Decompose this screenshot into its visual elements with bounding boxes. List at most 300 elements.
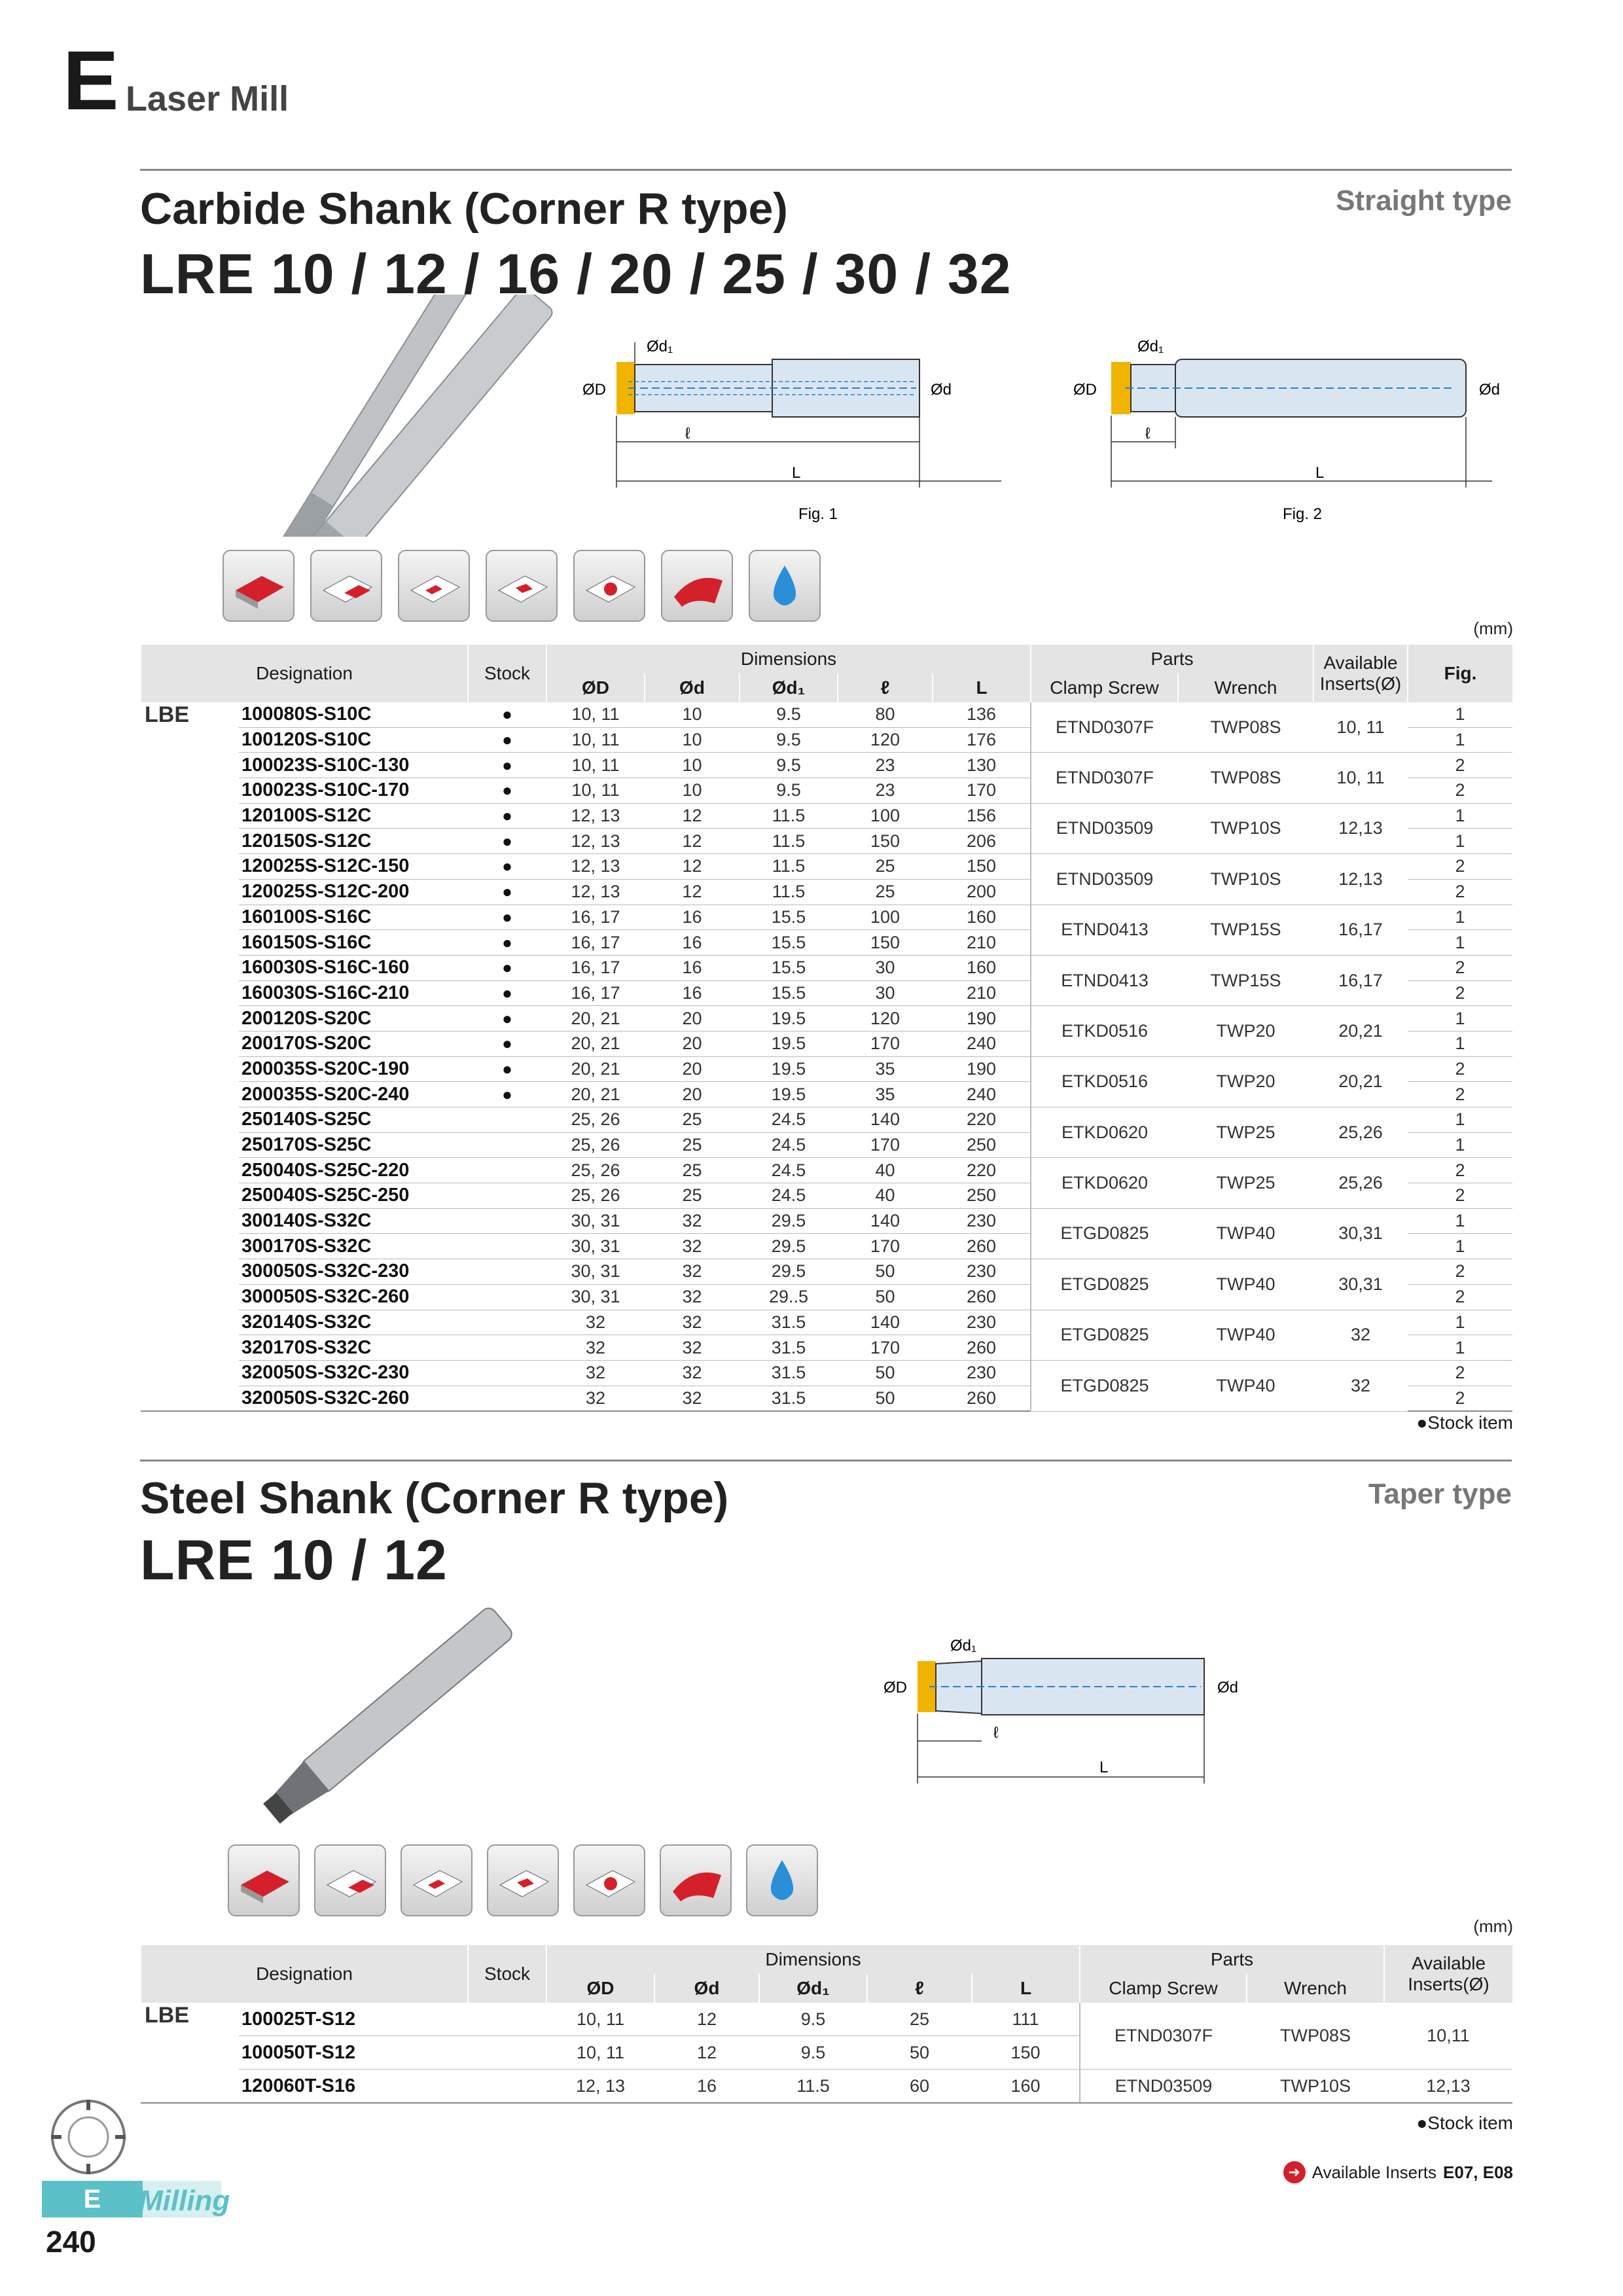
cell-designation: 320170S-S32C	[239, 1335, 468, 1361]
header-divider	[140, 169, 1512, 171]
series-label: LBE	[141, 2003, 239, 2103]
cell-d1: 31.5	[740, 1335, 838, 1361]
cell-stock: ●	[468, 854, 546, 880]
cell-d: 10	[645, 753, 740, 778]
series-label: LBE	[141, 702, 239, 1411]
cell-l: 80	[838, 702, 933, 727]
section2-unit: (mm)	[1473, 1916, 1513, 1936]
fig3-l-label: ℓ	[993, 1724, 999, 1742]
cell-D: 10, 11	[546, 2003, 654, 2036]
cell-stock: ●	[468, 980, 546, 1006]
cell-d1: 29.5	[740, 1259, 838, 1285]
fig1-L-label: L	[792, 464, 801, 482]
cell-d1: 9.5	[759, 2003, 867, 2036]
cell-D: 16, 17	[546, 930, 645, 956]
cell-stock	[468, 2036, 546, 2070]
section-tab-label: Milling	[139, 2185, 230, 2217]
cell-d: 12	[654, 2036, 759, 2070]
cell-wrench: TWP10S	[1178, 803, 1313, 853]
t2-col-d: Ød	[654, 1974, 759, 2003]
pocketing-icon	[486, 550, 558, 622]
cell-stock: ●	[468, 727, 546, 753]
col-fig: Fig.	[1408, 645, 1512, 702]
cell-inserts: 32	[1313, 1310, 1408, 1360]
fig2-diagram	[1060, 331, 1544, 527]
section1-title: Carbide Shank (Corner R type)	[140, 184, 788, 234]
cell-d: 32	[645, 1386, 740, 1411]
taper-shank-diagram	[877, 1630, 1348, 1800]
cell-designation: 160030S-S16C-210	[239, 980, 468, 1006]
cell-d1: 9.5	[740, 702, 838, 727]
table-row	[141, 1208, 1512, 1234]
carbide-shank-table	[140, 645, 1512, 1412]
cell-l: 170	[838, 1335, 933, 1361]
t2-col-l: ℓ	[867, 1974, 972, 2003]
cell-d: 20	[645, 1031, 740, 1056]
cell-d1: 11.5	[759, 2070, 867, 2104]
cell-l: 40	[838, 1158, 933, 1183]
cell-inserts: 12,13	[1384, 2070, 1512, 2104]
section-divider	[140, 1460, 1512, 1462]
cell-D: 32	[546, 1335, 645, 1361]
fig1-d-label: Ød	[931, 381, 952, 399]
cell-inserts: 16,17	[1313, 955, 1408, 1005]
cell-stock: ●	[468, 1006, 546, 1031]
cell-stock: ●	[468, 955, 546, 980]
t2-col-available-inserts: Available Inserts(Ø)	[1384, 1945, 1512, 2003]
cell-L: 260	[933, 1335, 1031, 1361]
cell-wrench: TWP10S	[1178, 854, 1313, 905]
cell-d: 32	[645, 1234, 740, 1259]
t2-col-stock: Stock	[468, 1945, 546, 2003]
table-row	[141, 905, 1512, 930]
table-row	[141, 1006, 1512, 1031]
cell-stock	[468, 1259, 546, 1285]
cell-D: 25, 26	[546, 1132, 645, 1158]
cell-fig: 1	[1408, 727, 1512, 753]
cell-wrench: TWP40	[1178, 1208, 1313, 1259]
cell-wrench: TWP15S	[1178, 955, 1313, 1005]
steel-shank-table	[140, 1945, 1512, 2104]
cell-L: 150	[972, 2036, 1080, 2070]
available-inserts-ref[interactable]	[1283, 2161, 1513, 2183]
cell-l: 150	[838, 930, 933, 956]
fig1-l-label: ℓ	[685, 425, 690, 442]
cell-designation: 120150S-S12C	[239, 829, 468, 854]
table-row	[141, 2070, 1512, 2104]
cell-D: 30, 31	[546, 1208, 645, 1234]
cell-stock	[468, 1132, 546, 1158]
cell-d1: 24.5	[740, 1158, 838, 1183]
cell-d1: 15.5	[740, 930, 838, 956]
cell-stock	[468, 1234, 546, 1259]
col-wrench: Wrench	[1178, 673, 1313, 702]
cell-d: 20	[645, 1082, 740, 1107]
cell-L: 240	[933, 1031, 1031, 1056]
cell-clamp-screw: ETGD0825	[1031, 1310, 1178, 1360]
col-L: L	[933, 673, 1031, 702]
cell-wrench: TWP40	[1178, 1360, 1313, 1411]
cell-stock: ●	[468, 879, 546, 905]
fig1-diagram	[569, 331, 1054, 527]
cell-l: 120	[838, 1006, 933, 1031]
cell-l: 100	[838, 803, 933, 829]
cell-stock	[468, 1335, 546, 1361]
cell-stock	[468, 1208, 546, 1234]
cell-stock: ●	[468, 753, 546, 778]
table-row	[141, 1158, 1512, 1183]
cell-fig: 2	[1408, 1259, 1512, 1285]
table-row	[141, 2003, 1512, 2036]
cell-clamp-screw: ETKD0516	[1031, 1056, 1178, 1107]
cell-d1: 15.5	[740, 955, 838, 980]
cell-l: 150	[838, 829, 933, 854]
cell-designation: 250040S-S25C-250	[239, 1183, 468, 1209]
cell-d1: 29.5	[740, 1234, 838, 1259]
cell-clamp-screw: ETGD0825	[1031, 1259, 1178, 1310]
cell-d: 16	[654, 2070, 759, 2104]
section-letter: E	[63, 34, 119, 128]
table-row	[141, 854, 1512, 880]
fig2-label: Fig. 2	[1283, 505, 1323, 523]
cell-inserts: 10, 11	[1313, 702, 1408, 753]
t2-col-wrench: Wrench	[1247, 1974, 1384, 2003]
cell-l: 35	[838, 1082, 933, 1107]
cell-wrench: TWP10S	[1247, 2070, 1384, 2104]
cell-clamp-screw: ETGD0825	[1031, 1360, 1178, 1411]
cell-D: 10, 11	[546, 753, 645, 778]
cell-d1: 31.5	[740, 1310, 838, 1335]
cell-d: 32	[645, 1335, 740, 1361]
cell-D: 10, 11	[546, 778, 645, 804]
fig1-D-label: ØD	[582, 381, 606, 399]
cell-fig: 2	[1408, 753, 1512, 778]
cell-stock	[468, 1284, 546, 1310]
cell-designation: 250040S-S25C-220	[239, 1158, 468, 1183]
cell-inserts: 25,26	[1313, 1107, 1408, 1158]
cell-designation: 200035S-S20C-240	[239, 1082, 468, 1107]
cell-l: 170	[838, 1132, 933, 1158]
cell-D: 12, 13	[546, 2070, 654, 2104]
cell-l: 23	[838, 753, 933, 778]
cell-inserts: 12,13	[1313, 854, 1408, 905]
available-inserts-label: Available Inserts	[1311, 2162, 1437, 2182]
table-row	[141, 753, 1512, 778]
cell-L: 230	[933, 1208, 1031, 1234]
cell-wrench: TWP40	[1178, 1310, 1313, 1360]
cell-d: 12	[645, 829, 740, 854]
cell-d: 25	[645, 1132, 740, 1158]
cell-clamp-screw: ETND0307F	[1031, 753, 1178, 803]
cell-D: 16, 17	[546, 980, 645, 1006]
cell-d1: 29.5	[740, 1208, 838, 1234]
cell-clamp-screw: ETND0307F	[1031, 702, 1178, 753]
fig2-D-label: ØD	[1073, 381, 1097, 399]
cell-D: 16, 17	[546, 955, 645, 980]
section2-type-label: Taper type	[1368, 1478, 1512, 1510]
table-row	[141, 1360, 1512, 1386]
cell-designation: 320140S-S32C	[239, 1310, 468, 1335]
cell-L: 240	[933, 1082, 1031, 1107]
cell-designation: 100025T-S12	[239, 2003, 468, 2036]
cell-inserts: 20,21	[1313, 1006, 1408, 1056]
cell-l: 100	[838, 905, 933, 930]
table-row	[141, 1056, 1512, 1082]
cell-d1: 9.5	[740, 727, 838, 753]
cell-D: 12, 13	[546, 829, 645, 854]
cell-stock: ●	[468, 905, 546, 930]
cell-D: 20, 21	[546, 1056, 645, 1082]
cell-D: 12, 13	[546, 803, 645, 829]
cell-l: 23	[838, 778, 933, 804]
coolant-icon-2	[746, 1844, 818, 1916]
cell-D: 25, 26	[546, 1158, 645, 1183]
cell-inserts: 10, 11	[1313, 753, 1408, 803]
cell-inserts: 10,11	[1384, 2003, 1512, 2070]
cell-designation: 300050S-S32C-260	[239, 1284, 468, 1310]
cell-D: 32	[546, 1360, 645, 1386]
t2-col-designation: Designation	[141, 1945, 468, 2003]
cell-clamp-screw: ETGD0825	[1031, 1208, 1178, 1259]
cell-l: 140	[838, 1107, 933, 1133]
table-row	[141, 702, 1512, 727]
cell-designation: 100120S-S10C	[239, 727, 468, 753]
cell-L: 136	[933, 702, 1031, 727]
cell-l: 25	[838, 879, 933, 905]
cell-clamp-screw: ETKD0620	[1031, 1107, 1178, 1158]
cell-L: 210	[933, 980, 1031, 1006]
t2-col-clamp-screw: Clamp Screw	[1080, 1974, 1247, 2003]
cell-stock: ●	[468, 1082, 546, 1107]
face-milling-icon-2	[228, 1844, 300, 1916]
cutter-logo-icon	[46, 2094, 131, 2179]
t2-col-d1: Ød₁	[759, 1974, 867, 2003]
cell-d: 16	[645, 955, 740, 980]
fig1-label: Fig. 1	[798, 505, 838, 523]
cell-L: 176	[933, 727, 1031, 753]
cell-d1: 11.5	[740, 854, 838, 880]
col-l: ℓ	[838, 673, 933, 702]
cell-L: 220	[933, 1158, 1031, 1183]
cell-L: 250	[933, 1132, 1031, 1158]
cell-fig: 1	[1408, 803, 1512, 829]
cell-d1: 19.5	[740, 1031, 838, 1056]
cell-stock	[468, 2003, 546, 2036]
cell-wrench: TWP25	[1178, 1107, 1313, 1158]
cell-d1: 19.5	[740, 1082, 838, 1107]
cell-fig: 1	[1408, 1335, 1512, 1361]
slotting-icon-2	[401, 1844, 473, 1916]
cell-inserts: 32	[1313, 1360, 1408, 1411]
section1-stock-note: ●Stock item	[1416, 1412, 1513, 1433]
cell-D: 32	[546, 1386, 645, 1411]
cell-clamp-screw: ETND03509	[1031, 803, 1178, 853]
cell-d1: 19.5	[740, 1056, 838, 1082]
cell-fig: 2	[1408, 1284, 1512, 1310]
section-tab: E	[42, 2181, 143, 2217]
t2-col-dimensions: Dimensions	[546, 1945, 1080, 1974]
cell-fig: 1	[1408, 1208, 1512, 1234]
fig3-d1-label: Ød₁	[950, 1637, 977, 1655]
cell-l: 35	[838, 1056, 933, 1082]
steel-shank-photo	[236, 1597, 543, 1833]
cell-wrench: TWP08S	[1178, 702, 1313, 753]
cell-clamp-screw: ETND0413	[1031, 955, 1178, 1005]
cell-l: 50	[867, 2036, 972, 2070]
col-available-inserts: Available Inserts(Ø)	[1313, 645, 1408, 702]
cell-fig: 2	[1408, 778, 1512, 804]
cell-designation: 320050S-S32C-260	[239, 1386, 468, 1411]
section2-title: Steel Shank (Corner R type)	[140, 1473, 729, 1523]
plunging-icon	[573, 550, 645, 622]
cell-L: 230	[933, 1360, 1031, 1386]
cell-L: 160	[933, 905, 1031, 930]
cell-d: 16	[645, 980, 740, 1006]
cell-l: 120	[838, 727, 933, 753]
cell-d1: 11.5	[740, 879, 838, 905]
cell-designation: 120025S-S12C-150	[239, 854, 468, 880]
cell-L: 111	[972, 2003, 1080, 2036]
cell-designation: 120025S-S12C-200	[239, 879, 468, 905]
cell-L: 260	[933, 1234, 1031, 1259]
col-d: Ød	[645, 673, 740, 702]
contouring-icon-2	[660, 1844, 732, 1916]
cell-d1: 9.5	[740, 778, 838, 804]
cell-L: 130	[933, 753, 1031, 778]
cell-l: 140	[838, 1310, 933, 1335]
fig3-D-label: ØD	[883, 1679, 907, 1696]
carbide-shank-photo	[190, 295, 569, 537]
cell-fig: 1	[1408, 1310, 1512, 1335]
cell-d: 32	[645, 1310, 740, 1335]
cell-designation: 120100S-S12C	[239, 803, 468, 829]
cell-fig: 1	[1408, 1107, 1512, 1133]
cell-fig: 1	[1408, 930, 1512, 956]
cell-d1: 24.5	[740, 1183, 838, 1209]
cell-l: 50	[838, 1259, 933, 1285]
cell-designation: 200035S-S20C-190	[239, 1056, 468, 1082]
cell-designation: 300050S-S32C-230	[239, 1259, 468, 1285]
cell-L: 230	[933, 1310, 1031, 1335]
cell-clamp-screw: ETKD0516	[1031, 1006, 1178, 1056]
coolant-icon	[749, 550, 821, 622]
cell-stock: ●	[468, 1056, 546, 1082]
cell-L: 210	[933, 930, 1031, 956]
cell-designation: 100023S-S10C-170	[239, 778, 468, 804]
cell-designation: 250140S-S25C	[239, 1107, 468, 1133]
cell-designation: 100080S-S10C	[239, 702, 468, 727]
cell-fig: 1	[1408, 829, 1512, 854]
cell-d: 32	[645, 1208, 740, 1234]
pocketing-icon-2	[487, 1844, 559, 1916]
cell-d: 12	[654, 2003, 759, 2036]
col-D: ØD	[546, 673, 645, 702]
t2-col-L: L	[972, 1974, 1080, 2003]
cell-fig: 2	[1408, 980, 1512, 1006]
cell-l: 25	[838, 854, 933, 880]
cell-wrench: TWP25	[1178, 1158, 1313, 1208]
table-row	[141, 1259, 1512, 1285]
cell-fig: 2	[1408, 1386, 1512, 1411]
cell-l: 140	[838, 1208, 933, 1234]
cell-stock: ●	[468, 930, 546, 956]
cell-fig: 2	[1408, 1082, 1512, 1107]
cell-D: 20, 21	[546, 1031, 645, 1056]
col-stock: Stock	[468, 645, 546, 702]
col-d1: Ød₁	[740, 673, 838, 702]
cell-designation: 120060T-S16	[239, 2070, 468, 2104]
cell-d: 12	[645, 879, 740, 905]
cell-stock: ●	[468, 702, 546, 727]
cell-fig: 2	[1408, 955, 1512, 980]
cell-fig: 1	[1408, 1006, 1512, 1031]
cell-clamp-screw: ETND03509	[1031, 854, 1178, 905]
cell-d1: 31.5	[740, 1386, 838, 1411]
cell-d1: 29..5	[740, 1284, 838, 1310]
cell-fig: 2	[1408, 1056, 1512, 1082]
cell-stock	[468, 2070, 546, 2104]
cell-wrench: TWP40	[1178, 1259, 1313, 1310]
cell-fig: 1	[1408, 1132, 1512, 1158]
fig1-d1-label: Ød₁	[647, 338, 673, 355]
cell-d1: 11.5	[740, 803, 838, 829]
cell-D: 20, 21	[546, 1006, 645, 1031]
fig3-d-label: Ød	[1217, 1679, 1239, 1696]
cell-L: 250	[933, 1183, 1031, 1209]
cell-L: 160	[972, 2070, 1080, 2104]
cell-fig: 2	[1408, 1158, 1512, 1183]
cell-d: 10	[645, 727, 740, 753]
cell-D: 10, 11	[546, 727, 645, 753]
cell-designation: 200120S-S20C	[239, 1006, 468, 1031]
cell-inserts: 12,13	[1313, 803, 1408, 853]
cell-D: 32	[546, 1310, 645, 1335]
cell-l: 25	[867, 2003, 972, 2036]
cell-D: 16, 17	[546, 905, 645, 930]
section1-model: LRE 10 / 12 / 16 / 20 / 25 / 30 / 32	[140, 243, 1012, 306]
cell-L: 200	[933, 879, 1031, 905]
cell-D: 10, 11	[546, 702, 645, 727]
cell-D: 12, 13	[546, 854, 645, 880]
cell-fig: 2	[1408, 1183, 1512, 1209]
cell-fig: 2	[1408, 879, 1512, 905]
cell-D: 20, 21	[546, 1082, 645, 1107]
cell-d1: 11.5	[740, 829, 838, 854]
cell-inserts: 25,26	[1313, 1158, 1408, 1208]
cell-clamp-screw: ETND0413	[1031, 905, 1178, 955]
col-dimensions: Dimensions	[546, 645, 1031, 673]
cell-stock: ●	[468, 778, 546, 804]
cell-fig: 1	[1408, 1031, 1512, 1056]
cell-d1: 15.5	[740, 980, 838, 1006]
cell-D: 30, 31	[546, 1284, 645, 1310]
col-designation: Designation	[141, 645, 468, 702]
cell-d1: 19.5	[740, 1006, 838, 1031]
table-row	[141, 955, 1512, 980]
cell-D: 12, 13	[546, 879, 645, 905]
cell-d: 12	[645, 803, 740, 829]
cell-d: 20	[645, 1056, 740, 1082]
cell-L: 260	[933, 1386, 1031, 1411]
cell-d: 25	[645, 1158, 740, 1183]
cell-inserts: 16,17	[1313, 905, 1408, 955]
cell-designation: 300170S-S32C	[239, 1234, 468, 1259]
cell-D: 30, 31	[546, 1234, 645, 1259]
cell-d1: 31.5	[740, 1360, 838, 1386]
cell-l: 50	[838, 1386, 933, 1411]
cell-clamp-screw: ETKD0620	[1031, 1158, 1178, 1208]
cell-wrench: TWP20	[1178, 1056, 1313, 1107]
